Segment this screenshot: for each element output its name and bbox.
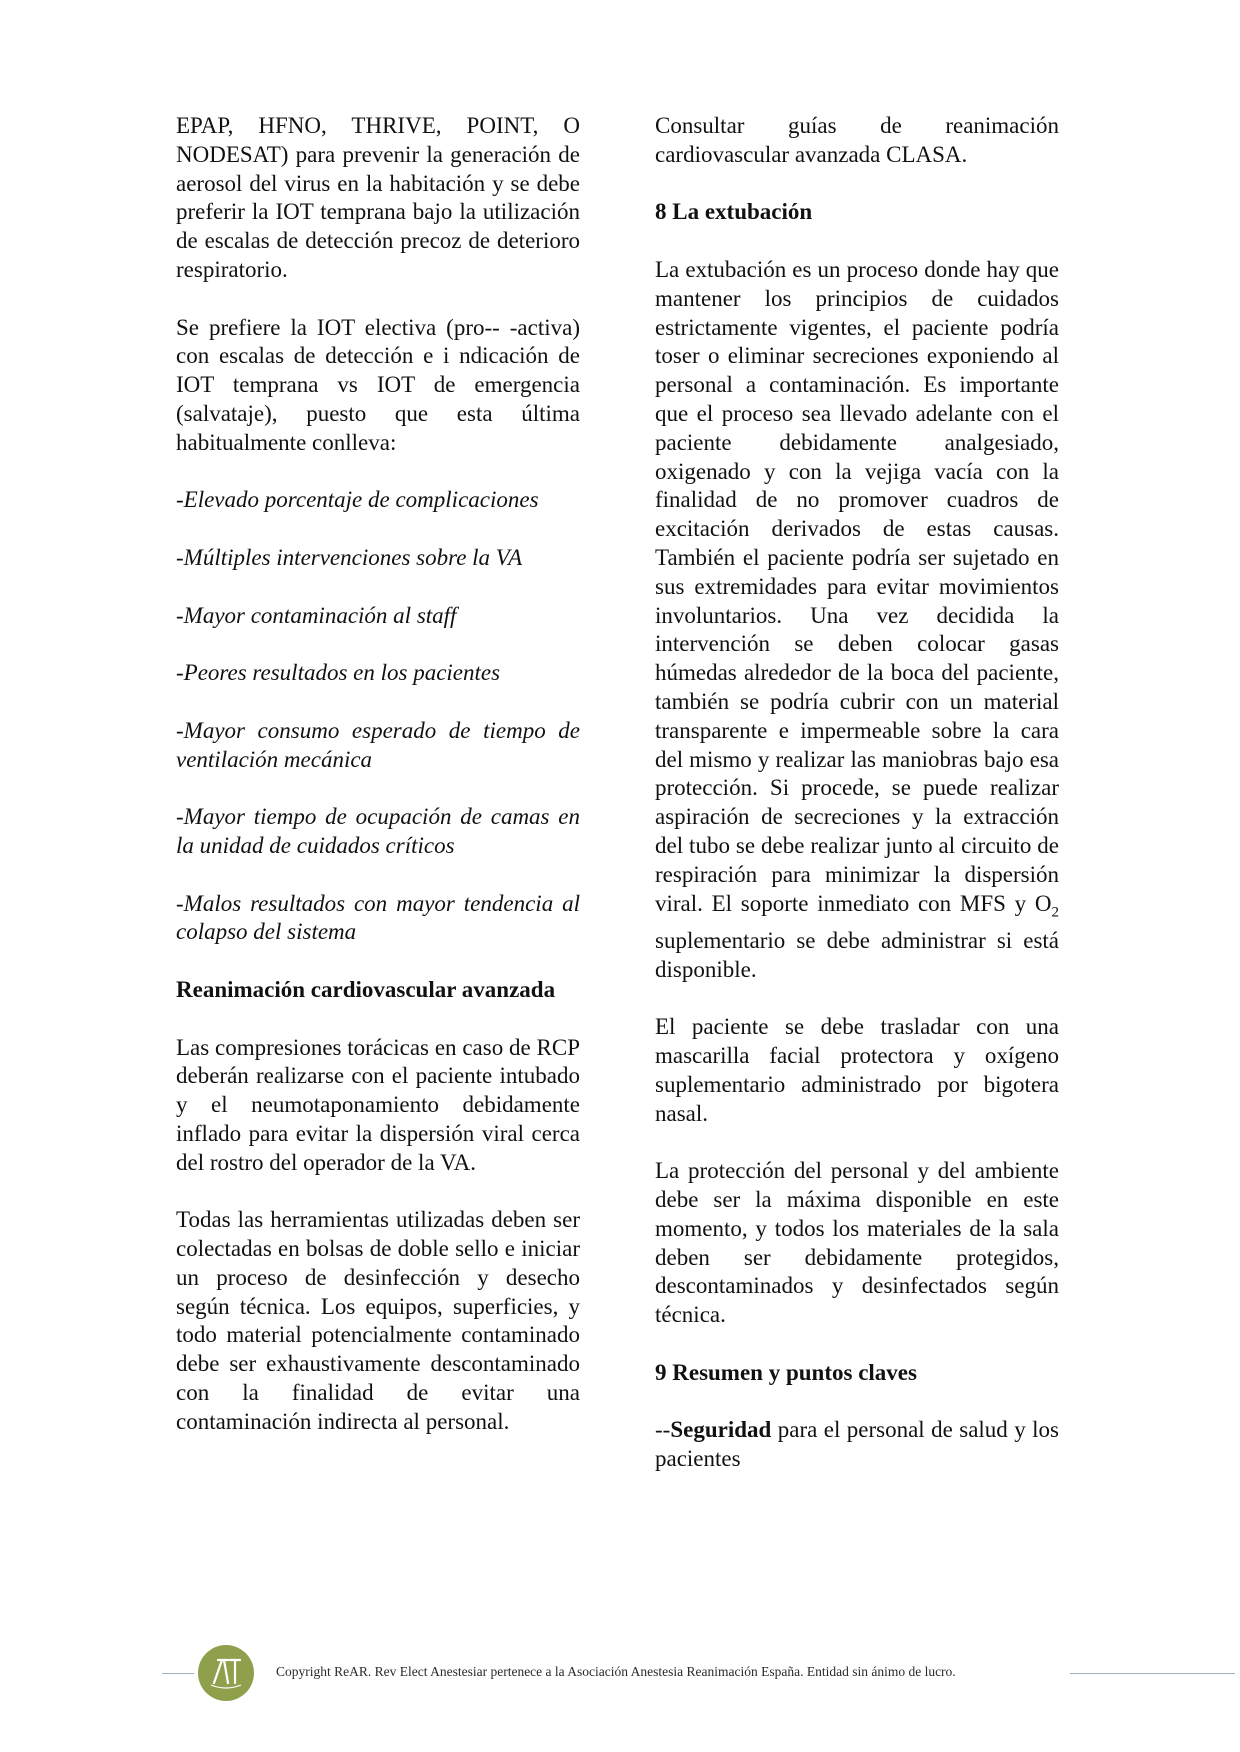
page-footer: [0, 1632, 1240, 1712]
list-item: -Múltiples intervenciones sobre la VA: [176, 544, 523, 570]
section-heading-extubation: 8 La extubación: [655, 199, 813, 225]
extubation-text: La extubación es un proceso donde hay que mantener los principios de cuidados estrictamente vigentes, el paciente podría toser o eliminar secreciones exponiendo al personal a contaminación. Es importante que el proceso sea llevado adelante con el paciente debidamente analgesiado, oxigenado y con la vejiga vacía con la finalidad de no promover cuadros de excitación derivados de estas causas. También el paciente podría ser sujetado en sus extremidades para evitar movimientos involuntarios. Una vez decidida la intervención se deben colocar gasas húmedas alrededor de la boca del paciente, también se podría cubrir con un material transparente e impermeable sobre la cara del mismo y realizar las maniobras bajo esa protección. Si procede, se puede realizar aspiración de secreciones y la extracción del tubo se debe realizar junto al circuito de respiración para minimizar la dispersión viral. El soporte inmediato con MFS y O: [655, 256, 1059, 916]
anestesiar-logo-icon: [198, 1645, 254, 1701]
paragraph-extubation-process: [655, 256, 1059, 985]
paragraph-clasa-guides: Consultar guías de reanimación cardiovascular avanzada CLASA.: [655, 113, 1059, 167]
paragraph-patient-transfer: El paciente se debe trasladar con una mascarilla facial protectora y oxígeno suplementario administrado por bigotera nasal.: [655, 1014, 1059, 1126]
left-column: [176, 112, 580, 1437]
oxygen-subscript: 2: [1051, 904, 1059, 921]
footer-divider-left: [162, 1673, 194, 1674]
paragraph-chest-compressions: Las compresiones torácicas en caso de RCP deberán realizarse con el paciente intubado y el neumotaponamiento debidamente inflado para evitar la dispersión viral cerca del rostro del operador de la VA.: [176, 1034, 580, 1175]
paragraph-ventilation-alternatives: EPAP, HFNO, THRIVE, POINT, O NODESAT) para prevenir la generación de aerosol del virus en la habitación y se debe preferir la IOT temprana bajo la utilización de escalas de detección precoz de deterioro respiratorio.: [176, 113, 580, 282]
key-point-prefix: --: [655, 1417, 671, 1443]
list-item: -Malos resultados con mayor tendencia al colapso del sistema: [176, 890, 580, 945]
list-item: -Mayor tiempo de ocupación de camas en la unidad de cuidados críticos: [176, 804, 580, 858]
right-column: [655, 112, 1059, 1474]
paragraph-tools-disinfection: Todas las herramientas utilizadas deben ser colectadas en bolsas de doble sello e iniciar un proceso de desinfección y desecho según técnica. Los equipos, superficies, y todo material potencialmente contaminado debe ser exhaustivamente descontaminado con la finalidad de evitar una contaminación indirecta al personal.: [176, 1207, 580, 1434]
key-point-text: para el personal de salud y los pacientes: [655, 1417, 1059, 1472]
list-item: -Mayor consumo esperado de tiempo de ventilación mecánica: [176, 717, 580, 772]
paragraph-key-point-security: [655, 1416, 1059, 1474]
section-heading-summary: 9 Resumen y puntos claves: [655, 1359, 917, 1385]
paragraph-elective-iot: Se prefiere la IOT electiva (pro-- -activa) con escalas de detección e i ndicación de IOT temprana vs IOT de emergencia (salvataje), puesto que esta última habitualmente conlleva:: [176, 314, 580, 455]
paragraph-staff-protection: La protección del personal y del ambiente debe ser la máxima disponible en este momento, y todos los materiales de la sala deben ser debidamente protegidos, descontaminados y desinfectados según técnica.: [655, 1158, 1059, 1328]
extubation-text-end: suplementario se debe administrar si está disponible.: [655, 927, 1059, 982]
list-item: -Peores resultados en los pacientes: [176, 660, 501, 686]
footer-copyright: Copyright ReAR. Rev Elect Anestesiar pertenece a la Asociación Anestesia Reanimación España. Entidad sin ánimo de lucro.: [276, 1664, 956, 1679]
list-item: -Mayor contaminación al staff: [176, 602, 457, 628]
key-point-bold: Seguridad: [670, 1417, 772, 1443]
footer-divider-right: [1070, 1673, 1235, 1674]
list-item: -Elevado porcentaje de complicaciones: [176, 487, 539, 513]
section-heading-rcp: Reanimación cardiovascular avanzada: [176, 976, 556, 1002]
